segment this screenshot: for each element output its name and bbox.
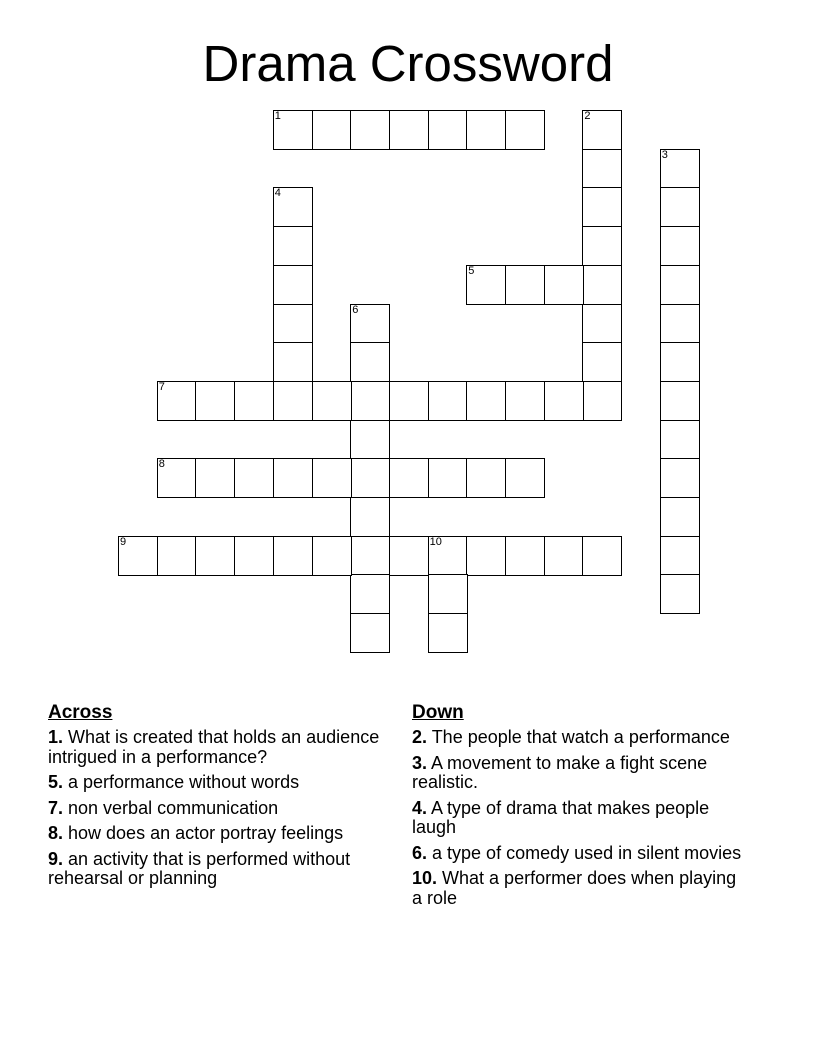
grid-cell[interactable] — [660, 458, 700, 498]
clue-text: a performance without words — [63, 772, 300, 792]
grid-cell[interactable] — [273, 110, 313, 150]
grid-cell[interactable] — [582, 381, 622, 421]
grid-cell[interactable] — [350, 342, 390, 382]
grid-cell[interactable] — [660, 149, 700, 189]
across-clue — [48, 850, 408, 889]
grid-cell[interactable] — [389, 381, 429, 421]
grid-cell[interactable] — [157, 536, 197, 576]
clue-text: a type of comedy used in silent movies — [427, 842, 742, 863]
grid-cell[interactable] — [544, 265, 584, 305]
grid-cell[interactable] — [389, 536, 429, 576]
grid-cell[interactable] — [582, 187, 622, 227]
grid-cell[interactable] — [582, 149, 622, 189]
clue-number-label: 9. — [48, 848, 64, 869]
grid-cell[interactable] — [582, 226, 622, 266]
grid-cell[interactable] — [544, 536, 584, 576]
down-clue — [412, 754, 742, 793]
grid-cell[interactable] — [505, 536, 545, 576]
grid-cell[interactable] — [660, 574, 700, 614]
grid-cell[interactable] — [273, 536, 313, 576]
grid-cell[interactable] — [350, 420, 390, 460]
grid-cell[interactable] — [660, 536, 700, 576]
grid-cell[interactable] — [312, 110, 352, 150]
down-clue-list — [412, 728, 742, 908]
grid-cell[interactable] — [660, 420, 700, 460]
grid-cell[interactable] — [389, 110, 429, 150]
clue-number: 1 — [274, 110, 281, 122]
clue-number-label: 8. — [48, 823, 64, 843]
clue-number: 7 — [158, 380, 165, 393]
grid-cell[interactable] — [389, 458, 429, 498]
clue-text: The people that watch a performance — [427, 727, 730, 747]
grid-cell[interactable] — [428, 110, 468, 150]
grid-cell[interactable] — [428, 613, 468, 653]
grid-cell[interactable] — [428, 458, 468, 498]
grid-cell[interactable] — [660, 187, 700, 227]
grid-cell[interactable] — [312, 458, 352, 498]
clue-number: 6 — [352, 303, 359, 316]
grid-cell[interactable] — [466, 110, 506, 150]
grid-cell[interactable] — [582, 304, 622, 344]
across-clue — [48, 728, 408, 767]
down-clues — [412, 702, 742, 914]
grid-cell[interactable] — [660, 304, 700, 344]
across-heading: Across — [48, 702, 113, 723]
clue-text: What a performer does when playing a role — [412, 868, 737, 908]
clue-text: A type of drama that makes people laugh — [412, 797, 710, 837]
grid-cell[interactable] — [660, 381, 700, 421]
grid-cell[interactable] — [660, 342, 700, 382]
across-clue — [48, 824, 408, 844]
grid-cell[interactable] — [505, 381, 545, 421]
down-clue — [412, 844, 742, 864]
grid-cell[interactable] — [466, 536, 506, 576]
across-clue — [48, 799, 408, 819]
grid-cell[interactable] — [273, 458, 313, 498]
grid-cell[interactable] — [582, 265, 622, 305]
grid-cell[interactable] — [195, 381, 235, 421]
grid-cell[interactable] — [544, 381, 584, 421]
grid-cell[interactable] — [157, 381, 197, 421]
clue-number-label: 10. — [412, 868, 438, 888]
grid-cell[interactable] — [350, 613, 390, 653]
clue-text: What is created that holds an audience intrigued in a performance? — [48, 727, 380, 767]
grid-cell[interactable] — [350, 458, 390, 498]
grid-cell[interactable] — [466, 381, 506, 421]
grid-cell[interactable] — [660, 265, 700, 305]
grid-cell[interactable] — [428, 381, 468, 421]
grid-cell[interactable] — [505, 265, 545, 305]
across-clues — [48, 702, 408, 895]
grid-cell[interactable] — [505, 458, 545, 498]
grid-cell[interactable] — [466, 265, 506, 305]
down-clue — [412, 869, 742, 908]
grid-cell[interactable] — [505, 110, 545, 150]
clue-number-label: 4. — [412, 797, 428, 818]
grid-cell[interactable] — [350, 110, 390, 150]
grid-cell[interactable] — [582, 536, 622, 576]
grid-cell[interactable] — [350, 381, 390, 421]
grid-cell[interactable] — [195, 458, 235, 498]
grid-cell[interactable] — [234, 536, 274, 576]
clue-number-label: 6. — [412, 842, 428, 863]
clue-number: 4 — [274, 187, 281, 200]
grid-cell[interactable] — [350, 574, 390, 614]
grid-cell[interactable] — [466, 458, 506, 498]
grid-cell[interactable] — [350, 497, 390, 537]
clue-number: 5 — [468, 264, 475, 277]
clue-number: 3 — [661, 148, 668, 161]
grid-cell[interactable] — [234, 381, 274, 421]
grid-cell[interactable] — [312, 536, 352, 576]
grid-cell[interactable] — [234, 458, 274, 498]
grid-cell[interactable] — [582, 342, 622, 382]
grid-cell[interactable] — [157, 458, 197, 498]
grid-cell[interactable] — [195, 536, 235, 576]
down-clue — [412, 728, 742, 748]
grid-cell[interactable] — [273, 381, 313, 421]
clue-text: A movement to make a fight scene realistic. — [412, 752, 708, 792]
across-clue-list — [48, 728, 408, 889]
grid-cell[interactable] — [273, 265, 313, 305]
grid-cell[interactable] — [273, 226, 313, 266]
clue-text: non verbal communication — [63, 797, 279, 818]
down-clue — [412, 799, 742, 838]
clue-text: how does an actor portray feelings — [63, 823, 344, 843]
grid-cell[interactable] — [428, 574, 468, 614]
down-heading: Down — [412, 702, 464, 723]
clue-number-label: 5. — [48, 772, 64, 792]
grid-cell[interactable] — [660, 226, 700, 266]
grid-cell[interactable] — [118, 536, 158, 576]
clue-number-label: 2. — [412, 727, 428, 747]
grid-cell[interactable] — [350, 304, 390, 344]
clue-number-label: 3. — [412, 752, 428, 773]
grid-cell[interactable] — [428, 536, 468, 576]
grid-cell[interactable] — [350, 536, 390, 576]
clue-text: an activity that is performed without rehearsal or planning — [48, 848, 351, 888]
grid-cell[interactable] — [312, 381, 352, 421]
grid-cell[interactable] — [660, 497, 700, 537]
clue-number-label: 1. — [48, 727, 64, 747]
clue-number: 2 — [584, 110, 591, 122]
clue-number: 10 — [429, 535, 442, 548]
clue-number-label: 7. — [48, 797, 64, 818]
across-clue — [48, 773, 408, 793]
page-title: Drama Crossword — [202, 35, 614, 92]
clue-number: 9 — [120, 535, 127, 548]
grid-cell[interactable] — [273, 187, 313, 227]
clue-number: 8 — [158, 458, 165, 471]
grid-cell[interactable] — [273, 304, 313, 344]
grid-cell[interactable] — [273, 342, 313, 382]
grid-cell[interactable] — [582, 110, 622, 150]
